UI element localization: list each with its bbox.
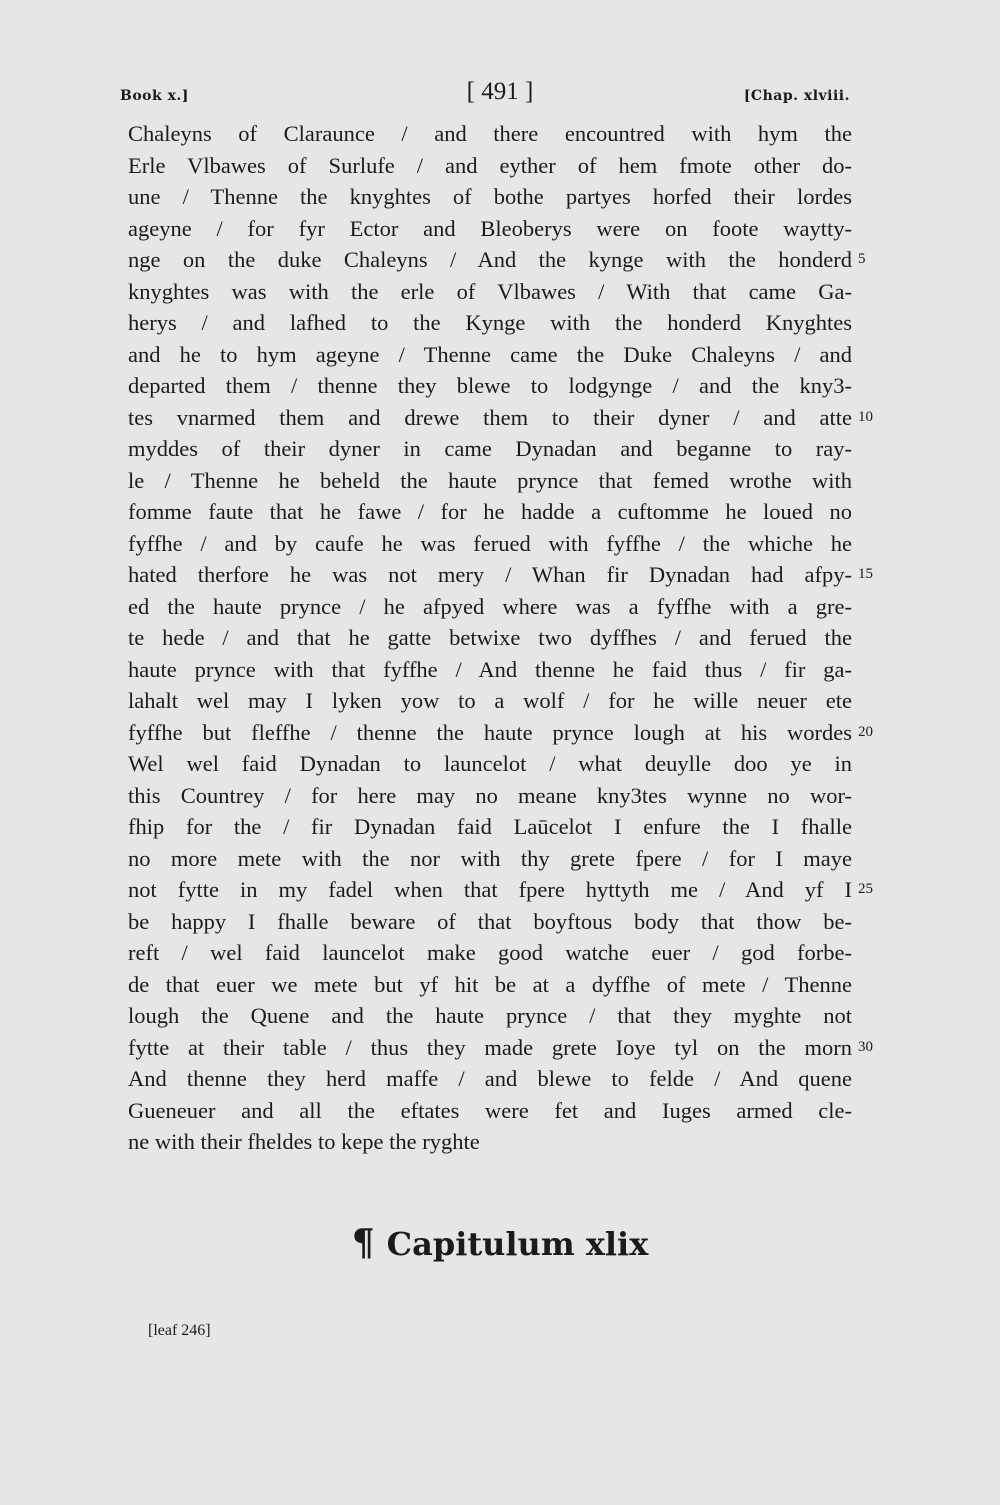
text-line-content: lough the Quene and the haute prynce / that they myghte not: [128, 1003, 852, 1028]
text-line-content: reft / wel faid launcelot make good watche euer / god forbe-: [128, 940, 852, 965]
text-line-content: nge on the duke Chaleyns / And the kynge with the honderd: [128, 247, 852, 272]
paragraph-mark-icon: ¶: [351, 1222, 375, 1264]
text-line-content: Gueneuer and all the eftates were fet and Iuges armed cle-: [128, 1097, 852, 1123]
text-line-content: departed them / thenne they blewe to lodgynge / and the kny3-: [128, 373, 852, 398]
text-line-content: and he to hym ageyne / Thenne came the Duke Chaleyns / and: [128, 341, 852, 367]
text-line-content: herys / and lafhed to the Kynge with the honderd Knyghtes: [128, 310, 852, 335]
text-line: [128, 213, 852, 245]
text-line-content: myddes of their dyner in came Dynadan and beganne to ray-: [128, 436, 852, 461]
chapter-heading: [0, 1222, 1000, 1264]
text-line: [128, 1032, 873, 1064]
book-label: Book x.]: [120, 88, 189, 104]
line-number: 25: [858, 881, 873, 897]
text-line-content: tes vnarmed them and drewe them to their dyner / and atte: [128, 404, 852, 430]
text-line-content: lahalt wel may I lyken yow to a wolf / for he wille neuer ete: [128, 688, 852, 713]
text-line: [128, 402, 873, 434]
text-line: [128, 874, 873, 906]
text-line: [128, 181, 852, 213]
line-number: 30: [858, 1038, 873, 1055]
text-line: [128, 591, 852, 623]
text-line: [128, 906, 852, 938]
text-line: [128, 339, 852, 371]
text-line-content: fytte at their table / thus they made grete Ioye tyl on the morn: [128, 1034, 852, 1060]
text-line-content: fyffhe but fleffhe / thenne the haute prynce lough at his wordes: [128, 719, 852, 745]
text-line-content: Chaleyns of Claraunce / and there encountred with hym the: [128, 121, 852, 146]
text-line: [128, 1095, 852, 1127]
text-line: [128, 528, 852, 560]
text-line-content: Wel wel faid Dynadan to launcelot / what deuylle doo ye in: [128, 751, 852, 776]
text-line: [128, 465, 852, 497]
text-line-content: be happy I fhalle beware of that boyftous body that thow be-: [128, 908, 852, 934]
text-line-content: le / Thenne he beheld the haute prynce that femed wrothe with: [128, 467, 852, 493]
text-line-content: de that euer we mete but yf hit be at a dyffhe of mete / Thenne: [128, 971, 852, 997]
text-line: [128, 150, 852, 182]
text-line-content: no more mete with the nor with thy grete fpere / for I maye: [128, 845, 852, 871]
text-line: [128, 843, 852, 875]
text-line: [128, 811, 852, 843]
chapter-title: Capitulum xlix: [386, 1225, 649, 1263]
text-line-content: fyffhe / and by caufe he was ferued with fyffhe / the whiche he: [128, 530, 852, 556]
text-line-content: ageyne / for fyr Ector and Bleoberys were on foote waytty-: [128, 215, 852, 241]
line-number: 20: [858, 723, 873, 740]
text-line: [128, 1126, 852, 1158]
text-line: [128, 969, 852, 1001]
line-number: 5: [858, 251, 866, 267]
text-line-content: ne with their fheldes to kepe the ryghte: [128, 1129, 480, 1154]
text-line: [128, 370, 852, 402]
text-line: [128, 433, 852, 465]
line-number: 10: [858, 408, 873, 425]
chapter-reference: [Chap. xlviii.: [743, 88, 850, 104]
text-line: [128, 748, 852, 780]
line-number: 15: [858, 566, 873, 582]
text-line: [128, 685, 852, 717]
text-line-content: te hede / and that he gatte betwixe two dyffhes / and ferued the: [128, 625, 852, 650]
text-line: [128, 622, 852, 654]
text-line: [128, 559, 873, 591]
text-line: [128, 780, 852, 812]
text-line: [128, 717, 873, 749]
text-line: [128, 244, 866, 276]
text-line: [128, 937, 852, 969]
text-line-content: fhip for the / fir Dynadan faid Laūcelot I enfure the I fhalle: [128, 814, 852, 839]
text-line-content: this Countrey / for here may no meane kny3tes wynne no wor-: [128, 782, 852, 808]
text-line-content: not fytte in my fadel when that fpere hyttyth me / And yf I: [128, 877, 852, 902]
text-line: [128, 1000, 852, 1032]
leaf-note: [leaf 246]: [148, 1322, 211, 1339]
text-line-content: knyghtes was with the erle of Vlbawes / With that came Ga-: [128, 278, 852, 304]
body-text: [128, 118, 873, 1158]
text-line: [128, 496, 852, 528]
text-line-content: ed the haute prynce / he afpyed where was a fyffhe with a gre-: [128, 593, 852, 619]
text-line: [128, 118, 852, 150]
text-line: [128, 307, 852, 339]
text-line-content: fomme faute that he fawe / for he hadde a cuftomme he loued no: [128, 499, 852, 524]
text-line-content: hated therfore he was not mery / Whan fir Dynadan had afpy-: [128, 562, 852, 587]
text-line: [128, 276, 852, 308]
page-number: [ 491 ]: [466, 78, 534, 105]
text-line-content: haute prynce with that fyffhe / And thenne he faid thus / fir ga-: [128, 656, 852, 682]
text-line: [128, 1063, 852, 1095]
text-line-content: And thenne they herd maffe / and blewe to felde / And quene: [128, 1066, 852, 1091]
text-line-content: Erle Vlbawes of Surlufe / and eyther of hem fmote other do-: [128, 152, 852, 178]
text-line: [128, 654, 852, 686]
text-line-content: une / Thenne the knyghtes of bothe partyes horfed their lordes: [128, 184, 852, 209]
running-header: [0, 78, 1000, 112]
